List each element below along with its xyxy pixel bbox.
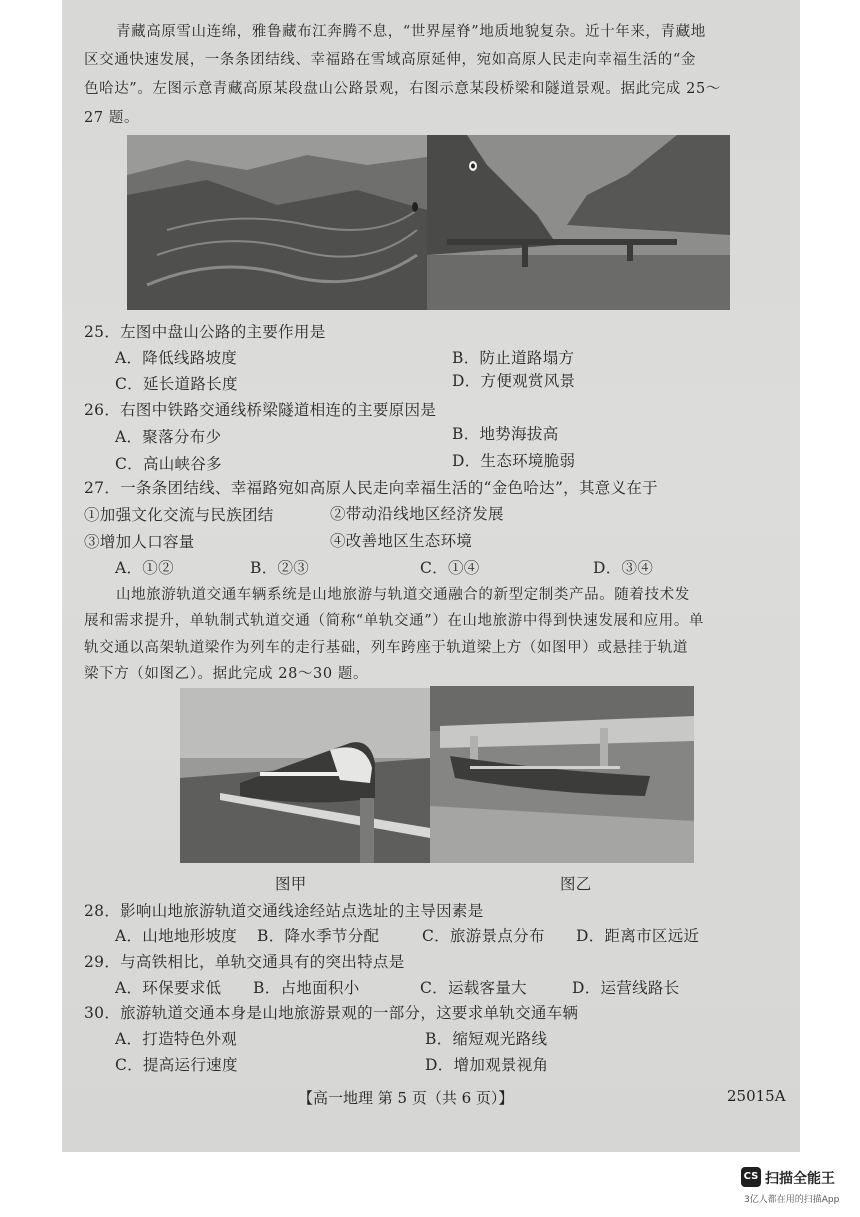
q27-option-c: C．①④: [420, 559, 480, 577]
q25-stem: 25．左图中盘山公路的主要作用是: [84, 323, 326, 341]
q25-option-b: B．防止道路塌方: [452, 349, 575, 367]
q27-option-b: B．②③: [250, 559, 310, 577]
q29-option-d: D．运营线路长: [572, 979, 680, 997]
scanner-tagline: 3亿人都在用的扫描App: [744, 1195, 840, 1205]
suspended-monorail-photo: [430, 686, 694, 863]
q28-stem: 28．影响山地旅游轨道交通线途经站点选址的主导因素是: [84, 902, 484, 920]
q28-option-b: B．降水季节分配: [257, 927, 380, 945]
scanner-app-name: 扫描全能王: [765, 1171, 835, 1187]
q26-option-d: D．生态环境脆弱: [452, 452, 576, 470]
q29-stem: 29．与高铁相比，单轨交通具有的突出特点是: [84, 953, 405, 971]
q27-option-d: D．③④: [593, 559, 654, 577]
mountain-road-photo: [127, 135, 427, 310]
q30-stem: 30．旅游轨道交通本身是山地旅游景观的一部分，这要求单轨交通车辆: [84, 1004, 579, 1022]
q29-option-b: B．占地面积小: [253, 979, 360, 997]
intro1-line-4: 27 题。: [84, 110, 140, 126]
q27-statement-4: ④改善地区生态环境: [330, 532, 473, 550]
exam-code: 25015A: [727, 1087, 786, 1105]
q30-option-a: A．打造特色外观: [115, 1030, 238, 1048]
q25-option-d: D．方便观赏风景: [452, 372, 576, 390]
intro1-line-1: 青藏高原雪山连绵，雅鲁藏布江奔腾不息，“世界屋脊”地质地貌复杂。近十年来，青藏地: [116, 24, 706, 40]
intro2-line-4: 梁下方（如图乙）。据此完成 28～30 题。: [84, 666, 369, 682]
q27-stem: 27．一条条团结线、幸福路宛如高原人民走向幸福生活的“金色哈达”，其意义在于: [84, 479, 658, 497]
q26-option-a: A．聚落分布少: [115, 428, 222, 446]
q26-option-b: B．地势海拔高: [452, 425, 559, 443]
q30-option-c: C．提高运行速度: [115, 1056, 238, 1074]
camscanner-logo-icon: CS: [741, 1167, 761, 1187]
figure-yi-caption: 图乙: [560, 875, 592, 893]
q28-option-c: C．旅游景点分布: [422, 927, 545, 945]
q26-option-c: C．高山峡谷多: [115, 455, 222, 473]
q27-statement-3: ③增加人口容量: [84, 533, 195, 551]
page-footer: 【高一地理 第 5 页（共 6 页）】: [298, 1089, 514, 1107]
intro1-line-3: 色哈达”。左图示意青藏高原某段盘山公路景观，右图示意某段桥梁和隧道景观。据此完成 25～: [84, 81, 721, 97]
q25-option-c: C．延长道路长度: [115, 375, 238, 393]
q29-option-c: C．运载客量大: [420, 979, 527, 997]
intro1-line-2: 区交通快速发展，一条条团结线、幸福路在雪域高原延伸，宛如高原人民走向幸福生活的“金: [84, 52, 697, 68]
straddle-monorail-photo: [180, 688, 430, 863]
q28-option-d: D．距离市区远近: [576, 927, 700, 945]
q30-option-d: D．增加观景视角: [425, 1056, 549, 1074]
figure-jia-caption: 图甲: [275, 875, 307, 893]
q27-statement-2: ②带动沿线地区经济发展: [330, 505, 504, 523]
q29-option-a: A．环保要求低: [115, 979, 222, 997]
q27-option-a: A．①②: [115, 559, 174, 577]
intro2-line-1: 山地旅游轨道交通车辆系统是山地旅游与轨道交通融合的新型定制类产品。随着技术发: [116, 587, 690, 603]
q28-option-a: A．山地地形坡度: [115, 927, 238, 945]
bridge-tunnel-photo: [427, 135, 730, 310]
q30-option-b: B．缩短观光路线: [425, 1030, 548, 1048]
intro2-line-2: 展和需求提升，单轨制式轨道交通（简称“单轨交通”）在山地旅游中得到快速发展和应用。单: [84, 613, 705, 629]
q26-stem: 26．右图中铁路交通线桥梁隧道相连的主要原因是: [84, 401, 437, 419]
q27-statement-1: ①加强文化交流与民族团结: [84, 506, 274, 524]
intro2-line-3: 轨交通以高架轨道梁作为列车的走行基础，列车跨座于轨道梁上方（如图甲）或悬挂于轨道: [84, 640, 688, 656]
q25-option-a: A．降低线路坡度: [115, 349, 238, 367]
